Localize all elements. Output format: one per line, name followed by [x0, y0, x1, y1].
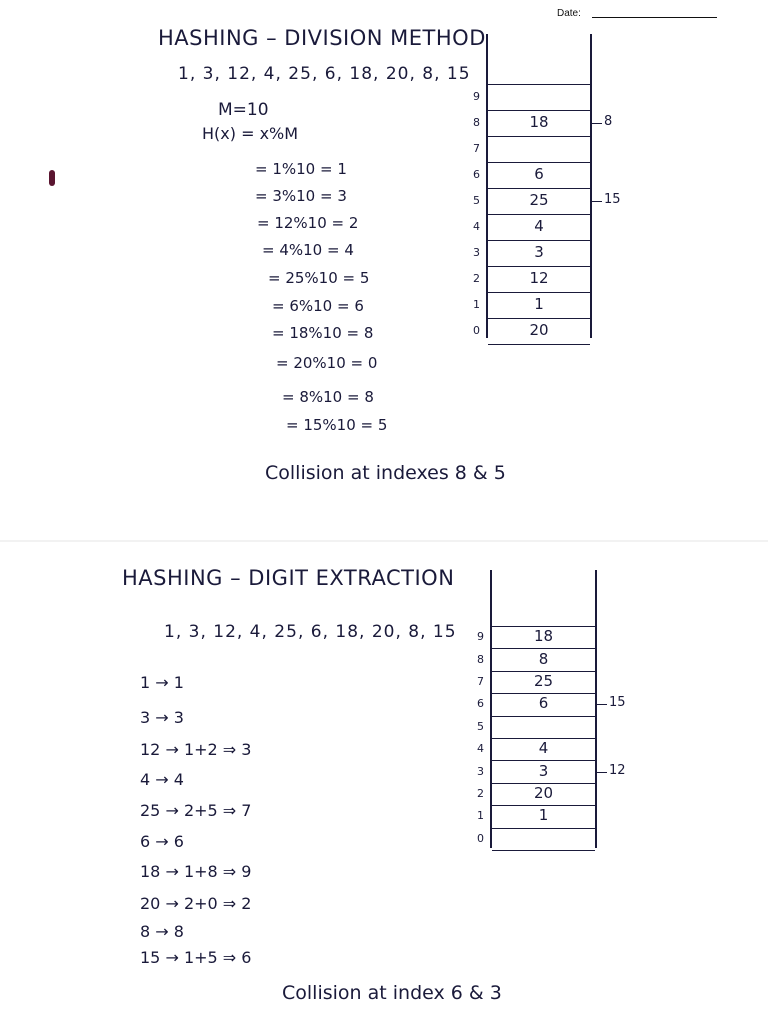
table-row-line — [492, 850, 595, 851]
table-row-line — [488, 84, 590, 85]
ink-spot — [49, 170, 55, 186]
table-index-label: 0 — [473, 324, 480, 337]
division-sequence: 1, 3, 12, 4, 25, 6, 18, 20, 8, 15 — [178, 64, 471, 84]
table-row-line — [488, 136, 590, 137]
table-index-label: 5 — [473, 194, 480, 207]
digit-sequence: 1, 3, 12, 4, 25, 6, 18, 20, 8, 15 — [164, 622, 457, 642]
equation: = 15%10 = 5 — [286, 416, 388, 434]
date-label: Date: — [557, 8, 581, 19]
table-row-line — [488, 188, 590, 189]
table-right-wall — [590, 34, 592, 338]
division-title: HASHING – DIVISION METHOD — [158, 26, 486, 50]
digit-title: HASHING – DIGIT EXTRACTION — [122, 566, 455, 590]
digit-collision-note: Collision at index 6 & 3 — [282, 982, 502, 1004]
table-index-label: 2 — [477, 787, 484, 800]
collision-tick — [597, 704, 607, 705]
step: 18 → 1+8 ⇒ 9 — [140, 862, 252, 881]
step: 15 → 1+5 ⇒ 6 — [140, 948, 252, 967]
table-cell: 1 — [538, 806, 549, 825]
equation: = 8%10 = 8 — [282, 388, 374, 406]
step: 1 → 1 — [140, 673, 184, 692]
table-index-label: 6 — [473, 168, 480, 181]
table-cell: 18 — [529, 113, 549, 131]
equation: = 25%10 = 5 — [268, 269, 370, 287]
step: 12 → 1+2 ⇒ 3 — [140, 740, 252, 759]
table-index-label: 9 — [473, 90, 480, 103]
table-index-label: 7 — [473, 142, 480, 155]
table-index-label: 4 — [473, 220, 480, 233]
collision-value: 8 — [604, 114, 613, 129]
table-right-wall — [595, 570, 597, 848]
collision-tick — [592, 201, 602, 202]
table-cell: 20 — [533, 784, 554, 802]
table-index-label: 3 — [473, 246, 480, 259]
equation: = 1%10 = 1 — [255, 160, 347, 178]
table-index-label: 9 — [477, 630, 484, 644]
table-row-line — [492, 716, 595, 717]
digit-extraction-page — [0, 542, 768, 1024]
collision-tick — [592, 123, 602, 124]
table-row-line — [488, 318, 590, 319]
collision-value: 15 — [604, 192, 621, 207]
table-index-label: 7 — [477, 675, 484, 688]
table-row-line — [488, 344, 590, 345]
table-cell: 25 — [529, 191, 549, 209]
table-cell: 4 — [534, 217, 544, 235]
step: 8 → 8 — [140, 922, 184, 941]
equation: = 20%10 = 0 — [276, 354, 378, 372]
table-cell: 6 — [538, 694, 549, 713]
collision-value: 15 — [609, 695, 626, 711]
table-row-line — [492, 828, 595, 829]
table-cell: 12 — [529, 269, 549, 287]
date-line — [592, 17, 717, 18]
equation: = 12%10 = 2 — [257, 214, 359, 232]
table-row-line — [488, 292, 590, 293]
table-index-label: 8 — [473, 116, 480, 129]
step: 25 → 2+5 ⇒ 7 — [140, 801, 252, 820]
table-index-label: 4 — [477, 742, 484, 756]
step: 6 → 6 — [140, 832, 184, 851]
step: 20 → 2+0 ⇒ 2 — [140, 894, 252, 913]
table-cell: 25 — [533, 672, 554, 690]
table-index-label: 3 — [477, 764, 484, 778]
table-cell: 1 — [534, 295, 544, 313]
table-index-label: 6 — [477, 697, 484, 711]
table-index-label: 5 — [477, 719, 484, 733]
table-cell: 3 — [538, 761, 549, 780]
table-cell: 4 — [538, 739, 549, 758]
division-collision-note: Collision at indexes 8 & 5 — [265, 462, 506, 484]
table-index-label: 1 — [473, 298, 480, 311]
table-index-label: 2 — [473, 272, 480, 285]
table-row-line — [488, 214, 590, 215]
table-cell: 8 — [538, 649, 549, 668]
equation: = 18%10 = 8 — [272, 324, 374, 342]
step: 3 → 3 — [140, 708, 184, 727]
table-row-line — [488, 266, 590, 267]
table-cell: 20 — [529, 321, 549, 339]
table-cell: 3 — [534, 243, 544, 261]
equation: = 6%10 = 6 — [272, 297, 364, 315]
table-row-line — [488, 162, 590, 163]
table-cell: 18 — [533, 627, 554, 646]
collision-value: 12 — [609, 762, 626, 778]
table-index-label: 8 — [477, 652, 484, 666]
m-definition: M=10 — [218, 100, 269, 120]
equation: = 4%10 = 4 — [262, 241, 354, 259]
equation: = 3%10 = 3 — [255, 187, 347, 205]
hx-definition: H(x) = x%M — [202, 124, 299, 143]
table-index-label: 1 — [477, 809, 484, 823]
table-cell: 6 — [534, 165, 544, 183]
table-row-line — [488, 240, 590, 241]
step: 4 → 4 — [140, 770, 184, 789]
collision-tick — [597, 772, 607, 773]
table-index-label: 0 — [477, 831, 484, 845]
table-row-line — [488, 110, 590, 111]
